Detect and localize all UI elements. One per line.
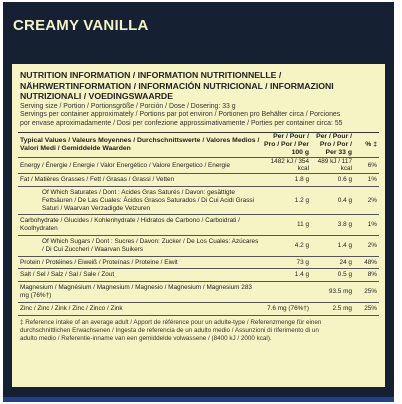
footnote-line: durchschnittlichen Erwachsenen / Ingesta de referencia de un adulto medio / Assunzioni di riferimento di un [20, 326, 319, 334]
table-row [18, 269, 379, 282]
row-percent: 2% [367, 241, 377, 249]
footnote-line: adulto medio / Referentie-inname van een gemiddelde volwassene / (8400 kJ / 2000 kcal). [20, 334, 272, 342]
header-label: Typical Values / Valeurs Moyennes / Durchschnittswerte / Valores Medios / Valori Medi / Gemiddelde Waarden [20, 137, 260, 152]
row-label: Zinc / Zinc / Zink / Zinc / Zinco / Zink [20, 304, 123, 312]
table-row [18, 303, 379, 316]
row-per-33g: 0.6 g [337, 176, 352, 184]
nutrition-header [12, 64, 385, 102]
row-percent: 25% [364, 304, 377, 312]
header-line: NUTRITION INFORMATION / INFORMATION NUTRITIONNELLE / [20, 70, 282, 80]
row-percent: 6% [367, 161, 377, 169]
row-label: Carbohydrate / Glucides / Kohlenhydrate / Hidratos de Carbono / Carboidrati / Koolhydraten [20, 217, 240, 233]
row-per-100g: 11 g [297, 221, 309, 229]
header-per-33g: Per / Pour / Pro / Por / Per 33 g [316, 133, 352, 156]
row-label: Fat / Matières Grasses / Fett / Grasas / Grassi / Vetten [20, 176, 175, 184]
label-bottom-stripe [3, 397, 394, 402]
footnote-line: ‡ Reference intake of an average adult / Apport de référence pour un adulte-type / Referenzmenge für einen [20, 318, 322, 326]
row-per-33g: 2.5 mg [332, 304, 352, 312]
product-title: CREAMY VANILLA [13, 17, 149, 34]
row-percent: 1% [367, 221, 377, 229]
row-label: Of Which Sugars / Dont : Sucres / Davon: Zucker / De Los Cuales: Azúcares / Di Cui Zuccheri / Waarvan Suikers [42, 237, 259, 253]
serving-line: Serving size / Portion / Portionsgröße / Porción / Dose / Dosering: 33 g [20, 102, 236, 110]
table-header-row [18, 133, 379, 157]
row-per-33g: 0.5 g [337, 271, 352, 279]
table-row [18, 236, 379, 257]
table-row [18, 215, 379, 236]
row-per-100g: 7.6 mg (76%†) [267, 304, 309, 312]
row-per-33g: 0.4 g [337, 196, 352, 204]
row-label: Energy / Énergie / Energie / Valor Energético / Valore Energetico / Energie [20, 161, 231, 169]
nutrition-panel [12, 64, 385, 387]
row-percent: 8% [367, 271, 377, 279]
table-row [18, 257, 379, 270]
row-label: Magnesium / Magnésium / Magnesium / Magnesio / Magnesium / Magnesium 283 mg (76%†) [20, 284, 252, 299]
row-label: Protein / Protéines / Eiweiß / Proteínas / Proteine / Eiwit [20, 258, 178, 266]
row-label: Of Which Saturates / Dont : Acides Gras Saturés / Davon: gesättigte Fettsäuren / De Las Cuales: Ácidos Grasos Saturados / Di Cui Acidi Grassi Saturi / Waarvan Verzadigde Vetzuren [42, 189, 255, 212]
serving-line: Servings per container approximately / Portions par pot environ / Portionen pro Behälter circa / Porciones [20, 111, 341, 119]
row-percent: 48% [364, 258, 377, 266]
table-row [18, 282, 379, 303]
row-percent: 1% [367, 176, 377, 184]
serving-info [12, 102, 385, 130]
row-per-100g: 1.4 g [294, 271, 309, 279]
header-line: NÄHRWERTINFORMATION / INFORMACIÓN NUTRICIONAL / INFORMAZIONI [20, 80, 334, 91]
row-per-100g: 1.8 g [294, 176, 309, 184]
row-per-33g: 93.5 mg [328, 288, 352, 296]
row-per-100g: 1482 kJ / 354 kcal [270, 157, 309, 173]
row-percent: 2% [367, 196, 377, 204]
row-per-33g: 3.8 g [337, 221, 352, 229]
row-per-33g: 24 g [339, 258, 352, 266]
table-row [18, 174, 379, 187]
header-line: NUTRIZIONALI / VOEDINGSWAARDE [20, 91, 173, 101]
row-per-100g: 4.2 g [294, 241, 309, 249]
row-percent: 25% [364, 288, 377, 296]
serving-line: por envase aproximadamente / Dosi per confezione approssimativamente / Porties per container circa: 55 [20, 120, 343, 128]
footnote [12, 316, 385, 346]
row-per-33g: 1.4 g [337, 241, 352, 249]
row-label: Salt / Sel / Salz / Sal / Sale / Zout [20, 271, 115, 279]
row-per-100g: 73 g [296, 258, 309, 266]
table-row [18, 187, 379, 215]
header-per-100g: Per / Pour / Pro / Por / Per 100 g [264, 133, 309, 156]
table-row [18, 158, 379, 175]
row-per-100g: 1.2 g [294, 196, 309, 204]
row-per-33g: 489 kJ / 117 kcal [317, 157, 352, 173]
header-percent: % ‡ [365, 141, 377, 149]
